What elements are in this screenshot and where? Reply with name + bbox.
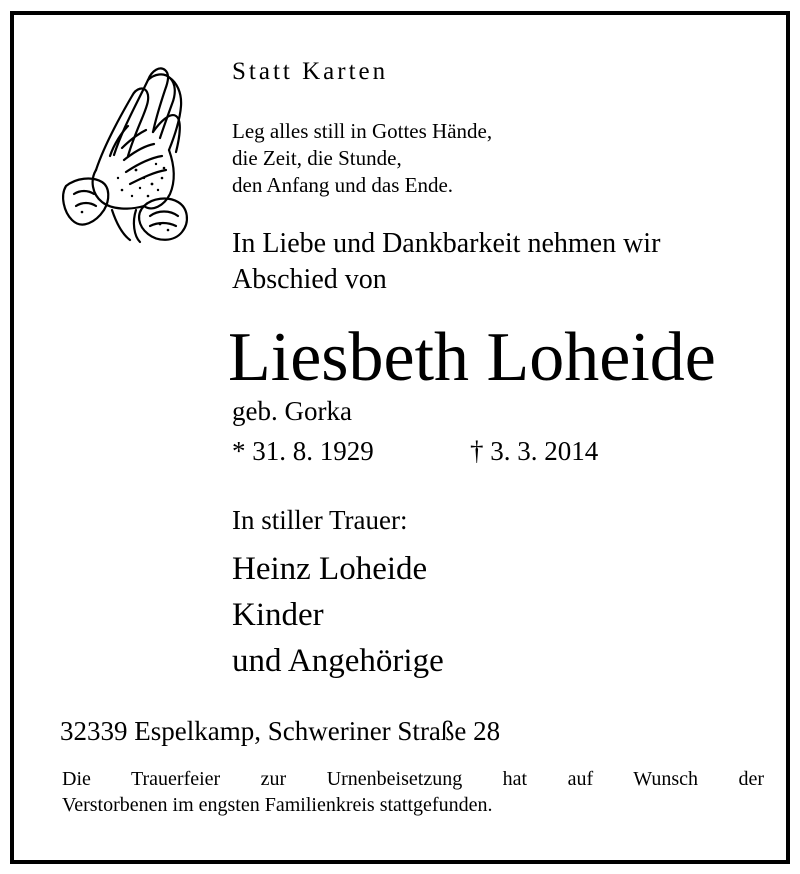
deceased-name: Liesbeth Loheide [228, 319, 716, 396]
verse-line: Leg alles still in Gottes Hände, [232, 119, 493, 143]
mourner-name: Kinder [232, 597, 324, 633]
mourner-name: Heinz Loheide [232, 551, 428, 587]
death-date: † 3. 3. 2014 [470, 436, 599, 466]
intro-line: In Liebe und Dankbarkeit nehmen wir [232, 228, 661, 259]
mourners-list [232, 546, 444, 684]
address: 32339 Espelkamp, Schweriner Straße 28 [60, 716, 501, 746]
mourning-label: In stiller Trauer: [232, 505, 408, 535]
verse [232, 118, 492, 199]
notice-line: Die Trauerfeier zur Urnenbeisetzung hat auf Wunsch der [62, 768, 764, 790]
verse-line: die Zeit, die Stunde, [232, 146, 402, 170]
intro-text [232, 226, 660, 298]
praying-hands-icon [52, 60, 192, 245]
mourner-name: und Angehörige [232, 643, 444, 679]
notice-line: Verstorbenen im engsten Familienkreis stattgefunden. [62, 794, 493, 816]
maiden-name: geb. Gorka [232, 396, 352, 426]
intro-line: Abschied von [232, 264, 387, 295]
verse-line: den Anfang und das Ende. [232, 173, 454, 197]
birth-date: * 31. 8. 1929 [232, 436, 374, 466]
header-title: Statt Karten [232, 58, 389, 85]
funeral-notice [62, 766, 764, 818]
